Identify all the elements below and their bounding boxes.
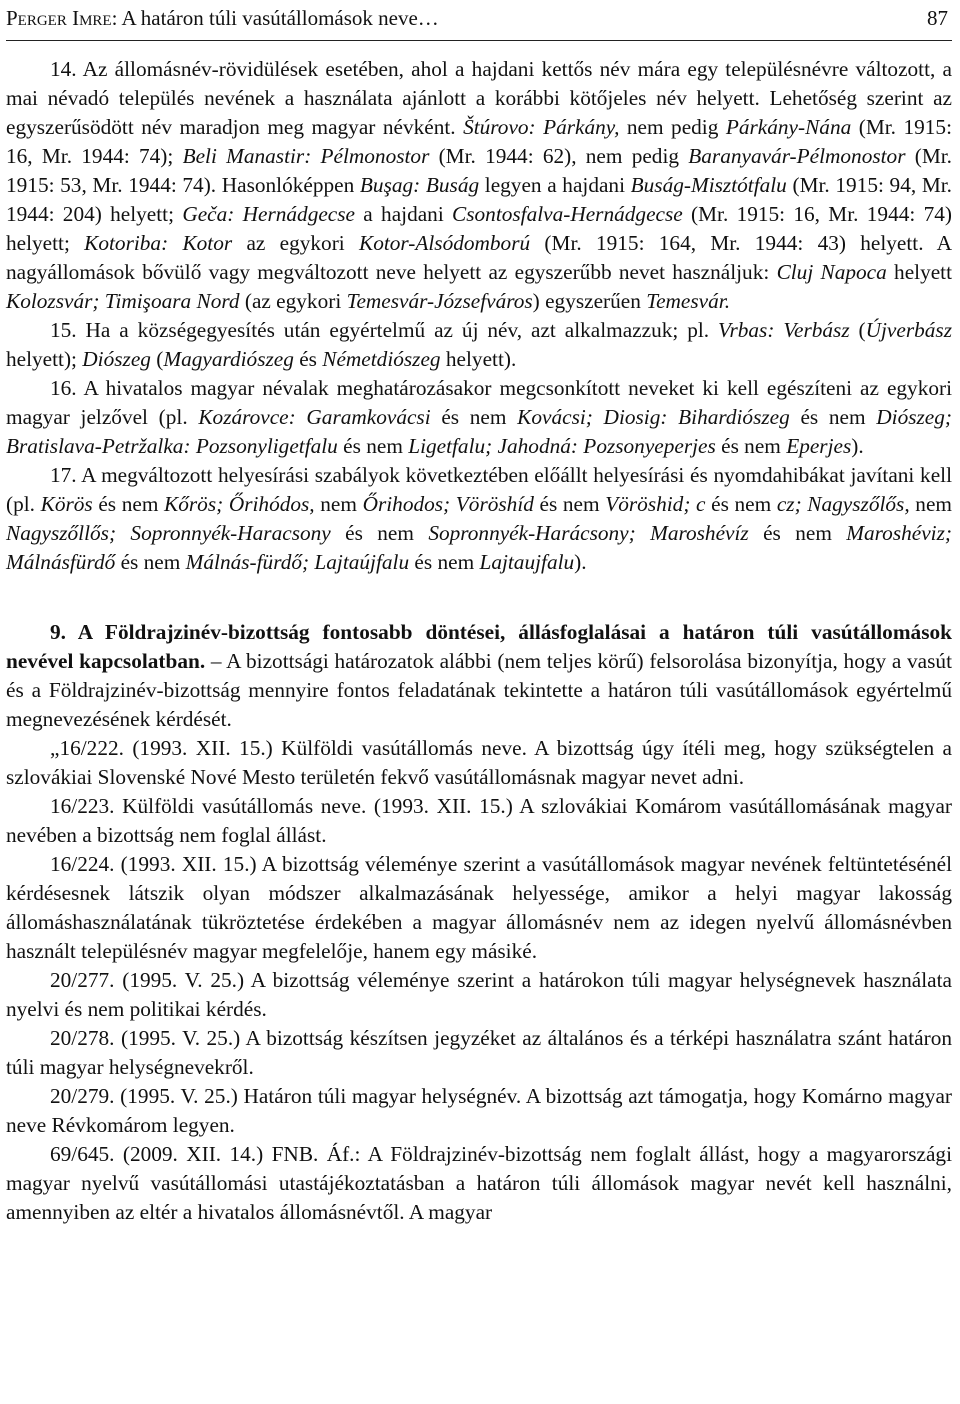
italic-run: Málnás-fürdő; Lajtaújfalu	[185, 550, 410, 574]
paragraph-rule-15	[6, 316, 952, 374]
italic-run: Baranyavár-Pélmonostor	[688, 144, 906, 168]
italic-run: Geča: Hernádgecse	[182, 202, 355, 226]
italic-run: Kolozsvár; Timişoara Nord	[6, 289, 240, 313]
italic-run: Párkány-Nána	[725, 115, 852, 139]
text-run: (Mr. 1944: 62), nem pedig	[429, 144, 689, 168]
text-run: 20/277. (1995. V. 25.) A bizottság véleménye szerint a határokon túli magyar helységnevek használata nyelvi és nem politikai kérdés.	[6, 968, 952, 1021]
text-run: 17. A megváltozott helyesírási szabályok következtében előállt helyesírási és nyomdahibákat javítani kell (pl.	[6, 463, 952, 516]
italic-run: Újverbász	[865, 318, 952, 342]
section-9-paragraph	[6, 618, 952, 734]
text-run: ).	[574, 550, 587, 574]
italic-run: cz; Nagyszőlős,	[776, 492, 910, 516]
article-title: A határon túli vasútállomások neve…	[117, 6, 439, 30]
italic-run: Maroshéviz; Málnásfürdő	[6, 521, 952, 574]
text-run: (Mr. 1915: 53, Mr. 1944: 74). Hasonlóképpen	[6, 144, 953, 197]
author-name: Perger Imre:	[6, 6, 118, 30]
text-run: 69/645. (2009. XII. 14.) FNB. Áf.: A Földrajzinév-bizottság nem foglalt állást, hogy a magyarországi magyar nyelvű vasútállomási utastájékoztatásban a határon túli állomások magyar nevét kell használni, amennyiben az eltér a hivatalos állomásnévtől. A magyar	[6, 1142, 952, 1224]
text-run: és nem	[789, 405, 877, 429]
text-run: helyett);	[6, 347, 83, 371]
text-run: 16. A hivatalos magyar névalak meghatározásakor megcsonkított neveket ki kell egészíteni az egykori magyar jelzővel (pl.	[6, 376, 952, 429]
text-run: legyen a hajdani	[479, 173, 631, 197]
page	[6, 0, 953, 1224]
text-run: és nem	[715, 434, 787, 458]
text-run: 20/279. (1995. V. 25.) Határon túli magyar helységnév. A bizottság azt támogatja, hogy Komárno magyar neve Révkomárom legyen.	[6, 1084, 952, 1137]
text-run: „16/222. (1993. XII. 15.) Külföldi vasútállomás neve. A bizottság úgy ítéli meg, hogy szükségtelen a szlovákiai Slovenské Nové Mesto területén fekvő vasútállomásnak magyar nevet adni.	[6, 736, 952, 789]
text-run: és nem	[330, 521, 429, 545]
italic-run: Vrbas: Verbász	[718, 318, 850, 342]
text-run: ).	[851, 434, 864, 458]
italic-run: Eperjes	[786, 434, 852, 458]
text-run: nem	[909, 492, 952, 516]
italic-run: Kőrös; Őrihódos,	[164, 492, 315, 516]
italic-run: Ligetfalu; Jahodná: Pozsonyeperjes	[408, 434, 716, 458]
paragraph-rule-17	[6, 461, 952, 577]
text-run: és nem	[115, 550, 186, 574]
text-run: 15. Ha a községegyesítés után egyértelmű az új név, azt alkalmazzuk; pl.	[50, 318, 719, 342]
text-run: és nem	[337, 434, 409, 458]
italic-run: Diószeg	[82, 347, 151, 371]
italic-run: Őrihodos; Vöröshíd	[362, 492, 534, 516]
text-run: helyett).	[440, 347, 517, 371]
text-run: és nem	[409, 550, 480, 574]
text-run: (Mr. 1915: 94, Mr. 1944: 204) helyett;	[6, 173, 952, 226]
text-run: (Mr. 1915: 16, Mr. 1944: 74);	[6, 115, 952, 168]
text-run: 16/223. Külföldi vasútállomás neve. (1993. XII. 15.) A szlovákiai Komárom vasútállomásának magyar nevében a bizottság nem foglal állást.	[6, 794, 952, 847]
paragraph-rule-16	[6, 374, 952, 461]
decision-20-277	[6, 966, 952, 1024]
text-run: (Mr. 1915: 16, Mr. 1944: 74) helyett;	[6, 202, 952, 255]
italic-run: Beli Manastir: Pélmonostor	[182, 144, 430, 168]
text-run: helyett	[886, 260, 953, 284]
text-run: (az egykori	[239, 289, 347, 313]
decision-20-279	[6, 1082, 952, 1140]
italic-run: Kotoriba: Kotor	[84, 231, 233, 255]
section-gap	[6, 577, 952, 618]
italic-run: Kotor-Alsódomború	[358, 231, 531, 255]
text-run: 16/224. (1993. XII. 15.) A bizottság véleménye szerint a vasútállomások magyar nevének feltüntetésénél kérdésesnek látszik olyan módszer alkalmazásának helyessége, amikor a helyi magyar lakosság állomáshasználatának tükröztetése érdekében a magyar állomásnév nem az idegen nyelvű állomásnévben használt településnév magyar megfelelője, hanem egy másiké.	[6, 852, 952, 963]
text-run: és nem	[533, 492, 606, 516]
italic-run: Lajtaujfalu	[479, 550, 575, 574]
decision-16-223	[6, 792, 952, 850]
italic-run: Sopronnyék-Harácsony; Maroshévíz	[428, 521, 749, 545]
italic-run: Buşag: Buság	[359, 173, 480, 197]
decision-69-645	[6, 1140, 952, 1227]
text-run: ) egyszerűen	[532, 289, 647, 313]
text-run: 14. Az állomásnév-rövidülések esetében, ahol a hajdani kettős név mára egy településnévre változott, a mai névadó település nevének a használata ajánlott a korábbi kötőjeles név helyett. Lehetőség szerint az egyszerűsödött név maradjon meg magyar névként.	[6, 57, 952, 139]
decision-20-278	[6, 1024, 952, 1082]
running-header	[6, 0, 952, 41]
text-run: és nem	[748, 521, 847, 545]
text-run: nem pedig	[619, 115, 726, 139]
text-run: 20/278. (1995. V. 25.) A bizottság készítsen jegyzéket az általános és a térképi használatra szánt határon túli magyar helységnevekről.	[6, 1026, 952, 1079]
italic-run: Nagyszőllős; Sopronnyék-Haracsony	[6, 521, 331, 545]
body-text	[6, 55, 952, 1227]
text-run: és nem	[430, 405, 518, 429]
italic-run: Vöröshid; c	[605, 492, 706, 516]
text-run: és nem	[92, 492, 165, 516]
italic-run: Kozárovce: Garamkovácsi	[198, 405, 431, 429]
text-run: – A bizottsági határozatok alábbi (nem teljes körű) felsorolása bizonyítja, hogy a vasút és a Földrajzinév-bizottság mennyire fontos feladatának tekintette a határon túli vasútállomások egyértelmű megnevezésének kérdését.	[6, 649, 952, 731]
decision-16-224	[6, 850, 952, 966]
italic-run: Temesvár.	[646, 289, 731, 313]
text-run: a hajdani	[355, 202, 453, 226]
italic-run: Kovácsi; Diosig: Bihardiószeg	[517, 405, 790, 429]
italic-run: Štúrovo: Párkány,	[463, 115, 620, 139]
italic-run: Magyardiószeg	[163, 347, 294, 371]
paragraph-rule-14	[6, 55, 952, 316]
italic-run: Buság-Misztótfalu	[630, 173, 787, 197]
bold-run: 9. A Földrajzinév-bizottság fontosabb döntései, állásfoglalásai a határon túli vasútállomások nevével kapcsolatban.	[6, 620, 952, 673]
text-run: (	[150, 347, 164, 371]
text-run: (Mr. 1915: 164, Mr. 1944: 43) helyett. A nagyállomások bővülő vagy megváltozott neve helyett az egyszerűbb nevet használjuk:	[6, 231, 953, 284]
italic-run: Németdiószeg	[322, 347, 441, 371]
text-run: és nem	[705, 492, 777, 516]
italic-run: Csontosfalva-Hernádgecse	[452, 202, 683, 226]
text-run: és	[293, 347, 323, 371]
running-title	[6, 6, 439, 31]
text-run: az egykori	[232, 231, 359, 255]
italic-run: Diószeg; Bratislava-Petržalka: Pozsonyligetfalu	[6, 405, 952, 458]
italic-run: Cluj Napoca	[776, 260, 887, 284]
italic-run: Temesvár-Józsefváros	[346, 289, 533, 313]
decision-16-222	[6, 734, 952, 792]
page-number: 87	[927, 6, 948, 30]
text-run: (	[849, 318, 866, 342]
italic-run: Körös	[40, 492, 93, 516]
text-run: nem	[314, 492, 363, 516]
